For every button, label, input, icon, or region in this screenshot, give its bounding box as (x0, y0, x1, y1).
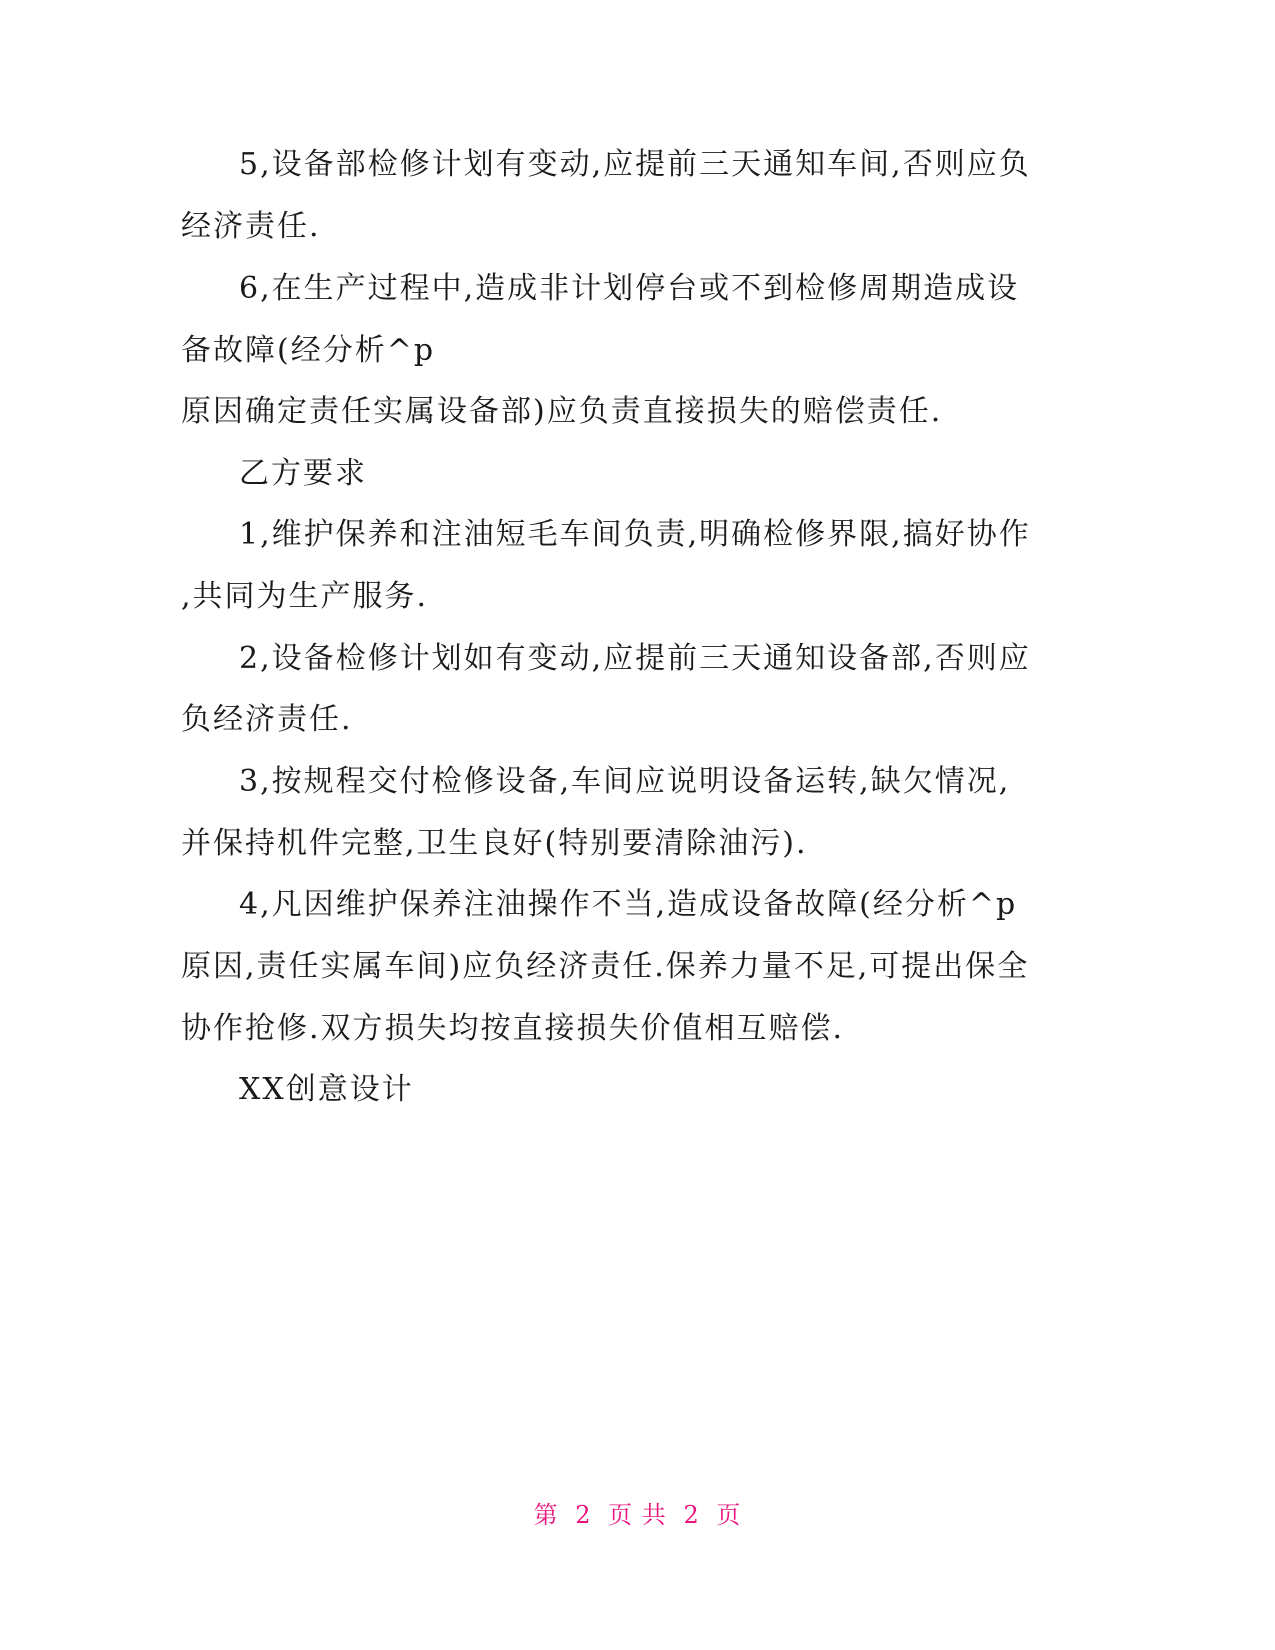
paragraph-line: 并保持机件完整,卫生良好(特别要清除油污). (181, 826, 808, 861)
page-mid-text: 页 共 (608, 1501, 667, 1529)
paragraph-line: ,共同为生产服务. (181, 579, 429, 614)
paragraph-line: 1,维护保养和注油短毛车间负责,明确检修界限,搞好协作 (239, 517, 1031, 552)
paragraph-line: 原因确定责任实属设备部)应负责直接损失的赔偿责任. (181, 394, 943, 429)
signature-line: XX创意设计 (239, 1072, 414, 1107)
page-suffix: 页 (716, 1501, 742, 1529)
paragraph-line: 备故障(经分析^p (181, 333, 436, 368)
paragraph-line: 6,在生产过程中,造成非计划停台或不到检修周期造成设 (239, 271, 1020, 306)
paragraph-line: 4,凡因维护保养注油操作不当,造成设备故障(经分析^p (239, 887, 1018, 922)
paragraph-line: 经济责任. (181, 209, 321, 244)
paragraph-line: 协作抢修.双方损失均按直接损失价值相互赔偿. (181, 1011, 845, 1046)
paragraph-line: 负经济责任. (181, 702, 353, 737)
paragraph-line: 2,设备检修计划如有变动,应提前三天通知设备部,否则应 (239, 641, 1031, 676)
paragraph-line: 3,按规程交付检修设备,车间应说明设备运转,缺欠情况, (239, 764, 1011, 799)
section-heading: 乙方要求 (239, 456, 367, 491)
page-total-number: 2 (683, 1501, 700, 1529)
page-current-number: 2 (575, 1501, 592, 1529)
page-footer (0, 1500, 1275, 1530)
page-prefix: 第 (533, 1501, 559, 1529)
paragraph-line: 原因,责任实属车间)应负经济责任.保养力量不足,可提出保全 (181, 949, 1030, 984)
paragraph-line: 5,设备部检修计划有变动,应提前三天通知车间,否则应负 (239, 147, 1031, 182)
